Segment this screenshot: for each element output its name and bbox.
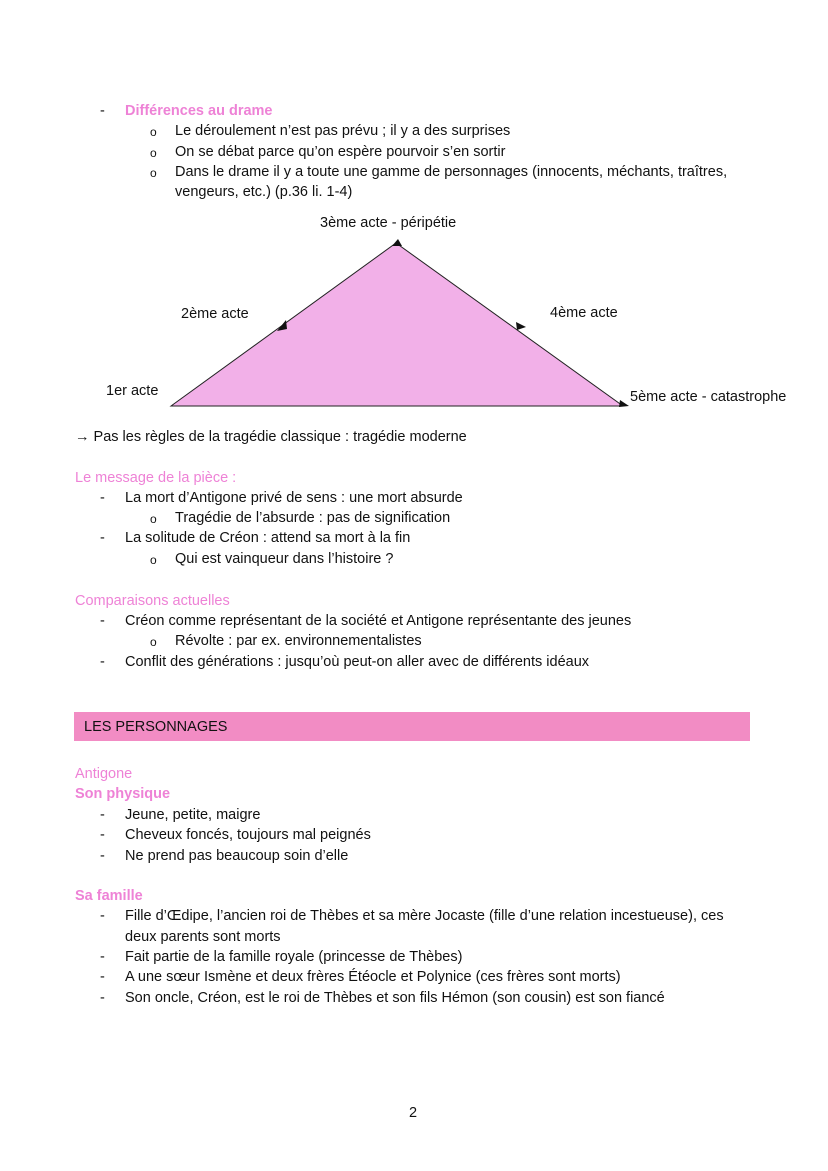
message-subitem: Qui est vainqueur dans l’histoire ? bbox=[175, 551, 394, 567]
bullet-dash: - bbox=[100, 613, 105, 629]
comparaisons-subitem: Révolte : par ex. environnementalistes bbox=[175, 633, 422, 649]
bullet-circle: o bbox=[150, 512, 157, 526]
bullet-circle: o bbox=[150, 125, 157, 139]
physique-item: Cheveux foncés, toujours mal peignés bbox=[125, 827, 371, 843]
comparaisons-heading: Comparaisons actuelles bbox=[75, 593, 230, 609]
bullet-circle: o bbox=[150, 146, 157, 160]
drame-heading: Différences au drame bbox=[125, 103, 273, 119]
bullet-dash: - bbox=[100, 490, 105, 506]
bullet-dash: - bbox=[100, 654, 105, 670]
drame-item: Le déroulement n’est pas prévu ; il y a des surprises bbox=[175, 123, 511, 139]
physique-item: Ne prend pas beaucoup soin d’elle bbox=[125, 848, 349, 864]
message-heading: Le message de la pièce : bbox=[75, 470, 237, 486]
physique-heading: Son physique bbox=[75, 786, 171, 802]
bullet-dash: - bbox=[100, 807, 105, 823]
comparaisons-item: Conflit des générations : jusqu’où peut-on aller avec de différents idéaux bbox=[125, 654, 590, 670]
arrow-marker-end bbox=[619, 400, 629, 407]
act2-label: 2ème acte bbox=[181, 306, 249, 322]
famille-item: Son oncle, Créon, est le roi de Thèbes et son fils Hémon (son cousin) est son fiancé bbox=[125, 990, 665, 1006]
act-triangle bbox=[171, 243, 623, 406]
act1-label: 1er acte bbox=[106, 383, 159, 399]
act3-label: 3ème acte - péripétie bbox=[320, 215, 457, 231]
arrow-marker-falling bbox=[516, 322, 526, 330]
bullet-circle: o bbox=[150, 166, 157, 180]
bullet-dash: - bbox=[100, 103, 105, 119]
famille-item: A une sœur Ismène et deux frères Étéocle et Polynice (ces frères sont morts) bbox=[125, 969, 621, 985]
bullet-dash: - bbox=[100, 949, 105, 965]
section-banner bbox=[74, 712, 750, 741]
bullet-dash: - bbox=[100, 530, 105, 546]
act4-label: 4ème acte bbox=[550, 305, 618, 321]
bullet-circle: o bbox=[150, 635, 157, 649]
bullet-dash: - bbox=[100, 827, 105, 843]
page-number: 2 bbox=[409, 1105, 418, 1121]
conclusion-text: → Pas les règles de la tragédie classique : tragédie moderne bbox=[75, 429, 467, 445]
act5-label: 5ème acte - catastrophe bbox=[630, 389, 787, 405]
physique-item: Jeune, petite, maigre bbox=[125, 807, 261, 823]
famille-item: Fille d’Œdipe, l’ancien roi de Thèbes et sa mère Jocaste (fille d’une relation incestueuse), ces bbox=[125, 908, 724, 924]
bullet-dash: - bbox=[100, 908, 105, 924]
character-name: Antigone bbox=[75, 766, 133, 782]
bullet-circle: o bbox=[150, 553, 157, 567]
famille-heading: Sa famille bbox=[75, 888, 143, 904]
drame-item: On se débat parce qu’on espère pourvoir s’en sortir bbox=[175, 144, 506, 160]
banner-title: LES PERSONNAGES bbox=[84, 719, 228, 735]
message-item: La mort d’Antigone privé de sens : une mort absurde bbox=[125, 490, 463, 506]
comparaisons-item: Créon comme représentant de la société et Antigone représentante des jeunes bbox=[125, 613, 632, 629]
message-subitem: Tragédie de l’absurde : pas de signification bbox=[175, 510, 451, 526]
bullet-dash: - bbox=[100, 990, 105, 1006]
bullet-dash: - bbox=[100, 848, 105, 864]
drame-item-continued: vengeurs, etc.) (p.36 li. 1-4) bbox=[175, 184, 353, 200]
message-item: La solitude de Créon : attend sa mort à la fin bbox=[125, 530, 411, 546]
famille-item-continued: deux parents sont morts bbox=[125, 929, 281, 945]
arrow-marker-peak bbox=[392, 239, 402, 246]
famille-item: Fait partie de la famille royale (princesse de Thèbes) bbox=[125, 949, 463, 965]
drame-item: Dans le drame il y a toute une gamme de personnages (innocents, méchants, traîtres, bbox=[175, 164, 728, 180]
bullet-dash: - bbox=[100, 969, 105, 985]
